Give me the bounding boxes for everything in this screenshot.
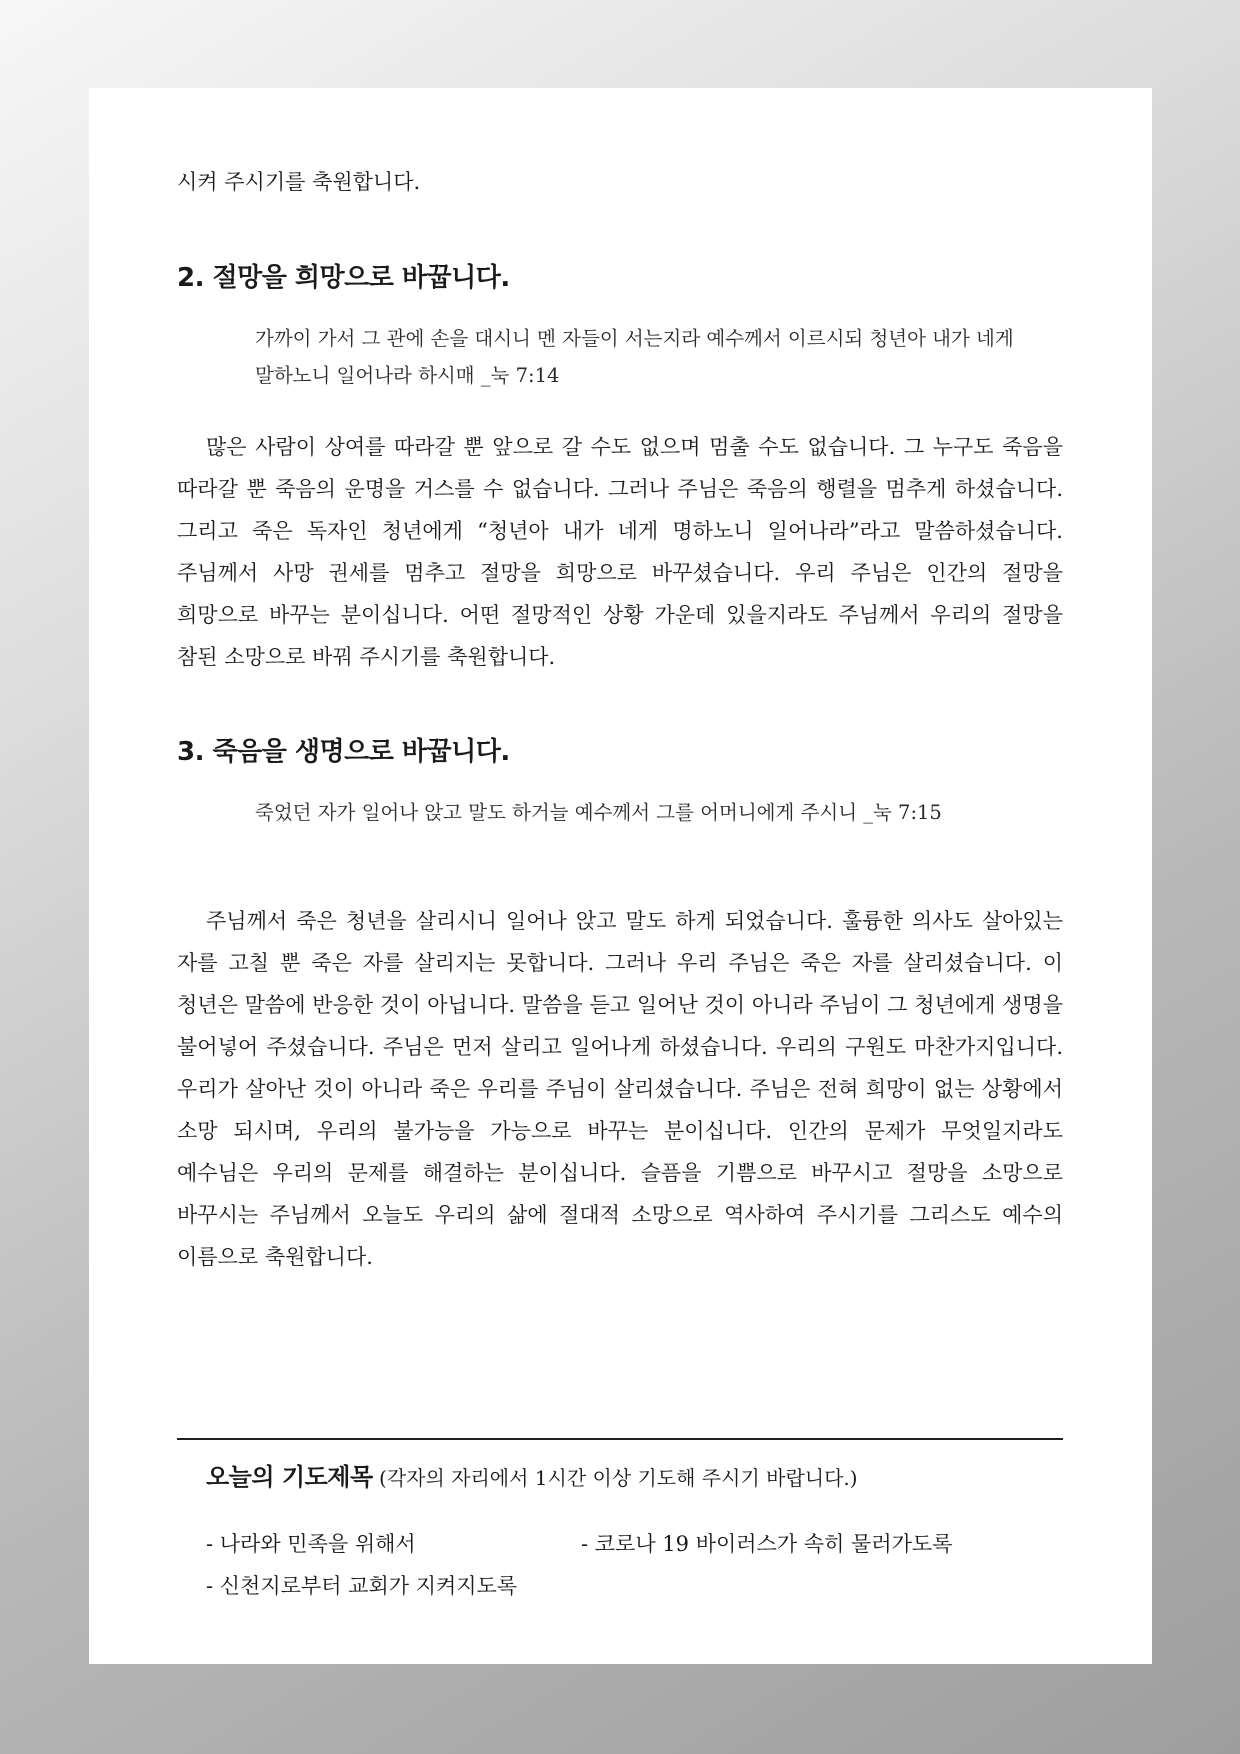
prayer-title: 오늘의 기도제목 (206, 1463, 373, 1491)
scripture-quote-3: 죽었던 자가 일어나 앉고 말도 하거늘 예수께서 그를 어머니에게 주시니 _눅 7:15 (255, 801, 942, 824)
prayer-note: (각자의 자리에서 1시간 이상 기도해 주시기 바랍니다.) (372, 1466, 858, 1490)
section-body-3: 주님께서 죽은 청년을 살리시니 일어나 앉고 말도 하게 되었습니다. 훌륭한 의사도 살아있는 자를 고칠 뿐 죽은 자를 살리지는 못합니다. 그러나 우리 주님은 죽은 자를 살리셨습니다. 이 청년은 말씀에 반응한 것이 아닙니다. 말씀을 듣고 일어난 것이 아니라 주님이 그 청년에게 생명을 불어넣어 주셨습니다. 주님은 먼저 살리고 일어나게 하셨습니다. 우리의 구원도 마찬가지입니다. 우리가 살아난 것이 아니라 죽은 우리를 주님이 살리셨습니다. 주님은 전혀 희망이 없는 상황에서 소망 되시며, 우리의 불가능을 가능으로 바꾸는 분이십니다. 인간의 문제가 무엇일지라도 예수님은 우리의 문제를 해결하는 분이십니다. 슬픔을 기쁨으로 바꾸시고 절망을 소망으로 바꾸시는 주님께서 오늘도 우리의 삶에 절대적 소망으로 역사하여 주시기를 그리스도 예수의 이름으로 축원합니다. (177, 909, 1063, 1269)
intro-line: 시켜 주시기를 축원합니다. (177, 170, 421, 194)
section-body-2: 많은 사람이 상여를 따라갈 뿐 앞으로 갈 수도 없으며 멈출 수도 없습니다. 그 누구도 죽음을 따라갈 뿐 죽음의 운명을 거스를 수 없습니다. 그러나 주님은 죽음의 행렬을 멈추게 하셨습니다. 그리고 죽은 독자인 청년에게 “청년아 내가 네게 명하노니 일어나라”라고 말씀하셨습니다. 주님께서 사망 권세를 멈추고 절망을 희망으로 바꾸셨습니다. 우리 주님은 인간의 절망을 희망으로 바꾸는 분이십니다. 어떤 절망적인 상황 가운데 있을지라도 주님께서 우리의 절망을 참된 소망으로 바꿔 주시기를 축원합니다. (177, 435, 1063, 669)
section-heading-3: 3. 죽음을 생명으로 바꿉니다. (177, 737, 510, 767)
section-heading-2: 2. 절망을 희망으로 바꿉니다. (177, 263, 510, 293)
prayer-item-church: - 신천지로부터 교회가 지켜지도록 (206, 1574, 518, 1598)
document-page (89, 88, 1152, 1664)
scripture-quote-2: 가까이 가서 그 관에 손을 대시니 멘 자들이 서는지라 예수께서 이르시되 청년아 내가 네게 말하노니 일어나라 하시매 _눅 7:14 (255, 327, 1014, 387)
prayer-divider (177, 1438, 1063, 1440)
prayer-item-nation: - 나라와 민족을 위해서 (206, 1532, 416, 1556)
prayer-item-corona: - 코로나 19 바이러스가 속히 물러가도록 (581, 1532, 953, 1556)
prayer-header (206, 1460, 1063, 1497)
